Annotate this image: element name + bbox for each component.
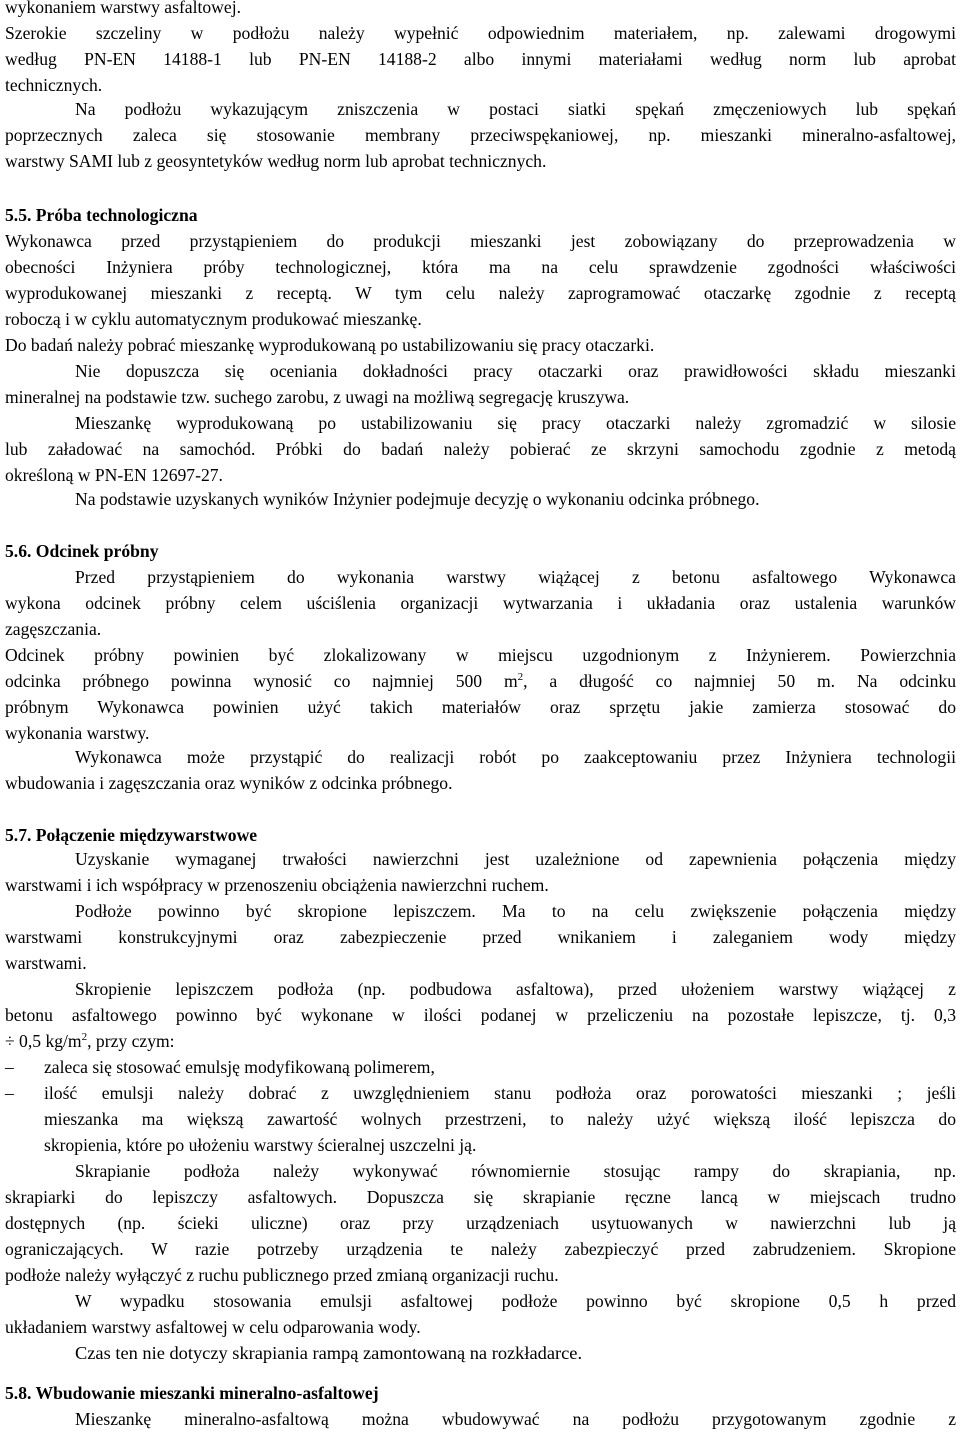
paragraph-line: betonu asfaltowego powinno być wykonane w ilości podanej w przeliczeniu na pozostałe lepiszcze, tj. 0,3 bbox=[5, 1005, 956, 1025]
paragraph-line: dostępnych (np. ścieki uliczne) oraz przy urządzeniach usytuowanych w nawierzchni lub ją bbox=[5, 1213, 956, 1233]
paragraph-line: technicznych. bbox=[5, 75, 103, 95]
list-item-continuation: mieszanka ma większą zawartość wolnych przestrzeni, to należy użyć większą ilość lepiszcza do bbox=[44, 1109, 956, 1129]
paragraph-line: podłoże należy wyłączyć z ruchu publicznego przed zmianą organizacji ruchu. bbox=[5, 1265, 559, 1285]
paragraph-line: Skrapianie podłoża należy wykonywać równomiernie stosując rampy do skrapiania, np. bbox=[75, 1161, 956, 1181]
paragraph-line: warstwami i ich współpracy w przenoszeniu obciążenia nawierzchni ruchem. bbox=[5, 875, 549, 895]
paragraph-line bbox=[5, 1030, 956, 1052]
paragraph-line: mineralnej na podstawie tzw. suchego zarobu, z uwagi na możliwą segregację kruszywa. bbox=[5, 387, 630, 407]
paragraph-line: Uzyskanie wymaganej trwałości nawierzchni jest uzależnione od zapewnienia połączenia między bbox=[75, 849, 956, 869]
paragraph-line: wykonania warstwy. bbox=[5, 723, 150, 743]
paragraph-line: Wykonawca przed przystąpieniem do produkcji mieszanki jest zobowiązany do przeprowadzenia w bbox=[5, 231, 956, 251]
paragraph-line: układaniem warstwy asfaltowej w celu odparowania wody. bbox=[5, 1317, 421, 1337]
paragraph-line: próbnym Wykonawca powinien użyć takich materiałów oraz sprzętu jakie zamierza stosować do bbox=[5, 697, 956, 717]
paragraph-line: warstwami. bbox=[5, 953, 87, 973]
paragraph-line: wbudowania i zagęszczania oraz wyników z odcinka próbnego. bbox=[5, 773, 453, 793]
paragraph-line bbox=[5, 670, 956, 692]
paragraph-line: Szerokie szczeliny w podłożu należy wypełnić odpowiednim materiałem, np. zalewami drogowymi bbox=[5, 23, 956, 43]
section-heading-5-5: 5.5. Próba technologiczna bbox=[5, 205, 198, 225]
paragraph-line: Do badań należy pobrać mieszankę wyprodukowaną po ustabilizowaniu się pracy otaczarki. bbox=[5, 335, 655, 355]
paragraph-line: lub załadować na samochód. Próbki do badań należy pobierać ze skrzyni samochodu zgodnie z metodą bbox=[5, 439, 956, 459]
paragraph-line: zagęszczania. bbox=[5, 619, 102, 639]
paragraph-line: Podłoże powinno być skropione lepiszczem. Ma to na celu zwiększenie połączenia między bbox=[75, 901, 956, 921]
paragraph-line: Przed przystąpieniem do wykonania warstwy wiążącej z betonu asfaltowego Wykonawca bbox=[75, 567, 956, 587]
text-segment: , przy czym: bbox=[87, 1031, 175, 1051]
section-heading-5-7: 5.7. Połączenie międzywarstwowe bbox=[5, 825, 258, 845]
paragraph-line: Mieszankę mineralno-asfaltową można wbudowywać na podłożu przygotowanym zgodnie z bbox=[75, 1409, 956, 1429]
paragraph-line: wyprodukowanej mieszanki z receptą. W tym celu należy zaprogramować otaczarkę zgodnie z receptą bbox=[5, 283, 956, 303]
superscript: 2 bbox=[81, 1031, 88, 1043]
list-item-continuation: skropienia, które po ułożeniu warstwy ścieralnej uszczelni ją. bbox=[44, 1135, 477, 1155]
paragraph-line: ograniczających. W razie potrzeby urządzenia te należy zabezpieczyć przed zabrudzeniem. Skropione bbox=[5, 1239, 956, 1259]
paragraph-line: wykona odcinek próbny celem uściślenia organizacji wytwarzania i układania oraz ustalenia warunków bbox=[5, 593, 956, 613]
bullet-dash: – bbox=[5, 1083, 14, 1103]
paragraph-line: roboczą i w cyklu automatycznym produkować mieszankę. bbox=[5, 309, 422, 329]
paragraph-line: skrapiarki do lepiszczy asfaltowych. Dopuszcza się skrapianie ręczne lancą w miejscach trudno bbox=[5, 1187, 956, 1207]
paragraph-line: według PN-EN 14188-1 lub PN-EN 14188-2 albo innymi materiałami według norm lub aprobat bbox=[5, 49, 956, 69]
paragraph-line: Na podłożu wykazującym zniszczenia w postaci siatki spękań zmęczeniowych lub spękań bbox=[75, 99, 956, 119]
bullet-dash: – bbox=[5, 1057, 14, 1077]
paragraph-line: Czas ten nie dotyczy skrapiania rampą zamontowaną na rozkładarce. bbox=[75, 1343, 583, 1363]
paragraph-line: Na podstawie uzyskanych wyników Inżynier podejmuje decyzję o wykonaniu odcinka próbnego. bbox=[75, 489, 760, 509]
paragraph-line: Wykonawca może przystąpić do realizacji robót po zaakceptowaniu przez Inżyniera technologii bbox=[75, 747, 956, 767]
paragraph-line: obecności Inżyniera próby technologicznej, która ma na celu sprawdzenie zgodności właściwości bbox=[5, 257, 956, 277]
paragraph-line: warstwami konstrukcyjnymi oraz zabezpieczenie przed wnikaniem i zaleganiem wody między bbox=[5, 927, 956, 947]
paragraph-line: W wypadku stosowania emulsji asfaltowej podłoże powinno być skropione 0,5 h przed bbox=[75, 1291, 956, 1311]
paragraph-line: Mieszankę wyprodukowaną po ustabilizowaniu się pracy otaczarki należy zgromadzić w silosie bbox=[75, 413, 956, 433]
list-item: zaleca się stosować emulsję modyfikowaną polimerem, bbox=[44, 1057, 435, 1077]
text-segment: ÷ 0,5 kg/m bbox=[5, 1031, 82, 1051]
section-heading-5-6: 5.6. Odcinek próbny bbox=[5, 541, 159, 561]
paragraph-line: poprzecznych zaleca się stosowanie membrany przeciwspękaniowej, np. mieszanki mineralno-asfaltowej, bbox=[5, 125, 956, 145]
paragraph-line: wykonaniem warstwy asfaltowej. bbox=[5, 0, 241, 17]
text-segment: , a długość co najmniej 50 m. Na odcinku bbox=[523, 671, 956, 691]
list-item: ilość emulsji należy dobrać z uwzględnieniem stanu podłoża oraz porowatości mieszanki ; jeśli bbox=[44, 1083, 956, 1103]
section-heading-5-8: 5.8. Wbudowanie mieszanki mineralno-asfaltowej bbox=[5, 1383, 379, 1403]
paragraph-line: Skropienie lepiszczem podłoża (np. podbudowa asfaltowa), przed ułożeniem warstwy wiążącej z bbox=[75, 979, 956, 999]
paragraph-line: Odcinek próbny powinien być zlokalizowany w miejscu uzgodnionym z Inżynierem. Powierzchnia bbox=[5, 645, 956, 665]
paragraph-line: określoną w PN-EN 12697-27. bbox=[5, 465, 223, 485]
paragraph-line: warstwy SAMI lub z geosyntetyków według norm lub aprobat technicznych. bbox=[5, 151, 547, 171]
superscript: 2 bbox=[517, 671, 524, 683]
paragraph-line: Nie dopuszcza się oceniania dokładności pracy otaczarki oraz prawidłowości składu mieszanki bbox=[75, 361, 956, 381]
text-segment: odcinka próbnego powinna wynosić co najmniej 500 m bbox=[5, 671, 518, 691]
